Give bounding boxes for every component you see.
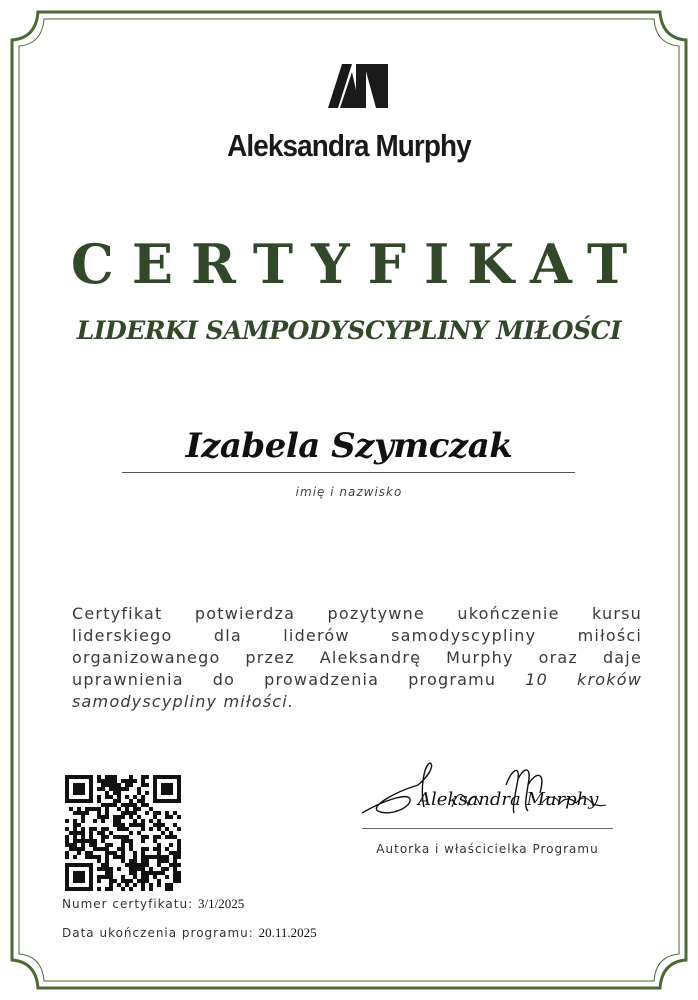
certificate-body — [72, 603, 642, 713]
qr-code-icon[interactable] — [65, 775, 181, 891]
completion-date-value: 20.11.2025 — [258, 925, 317, 940]
certificate-title: CERTYFIKAT — [70, 232, 646, 296]
certificate-number-label: Numer certyfikatu: — [62, 897, 194, 911]
certificate-subtitle: LIDERKI SAMPODYSCYPLINY MIŁOŚCI — [76, 316, 622, 345]
certificate-number — [62, 896, 244, 912]
completion-date — [62, 925, 317, 941]
signature-image — [356, 755, 616, 825]
name-underline — [122, 472, 575, 473]
signature-text: Aleksandra Murphy — [418, 789, 599, 810]
body-end: . — [287, 692, 295, 711]
recipient-name: Izabela Szymczak — [185, 426, 513, 466]
program-name: 10 kroków samodyscypliny miłości — [72, 670, 642, 711]
logo-icon — [326, 62, 390, 110]
signature-line — [362, 828, 613, 829]
certificate-number-value: 3/1/2025 — [197, 896, 245, 911]
signature-caption: Autorka i właścicielka Programu — [376, 842, 599, 856]
completion-date-label: Data ukończenia programu: — [62, 926, 254, 940]
brand-name: Aleksandra Murphy — [227, 128, 471, 163]
name-caption: imię i nazwisko — [295, 485, 403, 499]
body-text: Certyfikat potwierdza pozytywne ukończenie kursu liderskiego dla liderów samodyscypliny miłości organizowanego przez Aleksandrę Murphy oraz daje uprawnienia do prowadzenia programu — [72, 604, 642, 689]
